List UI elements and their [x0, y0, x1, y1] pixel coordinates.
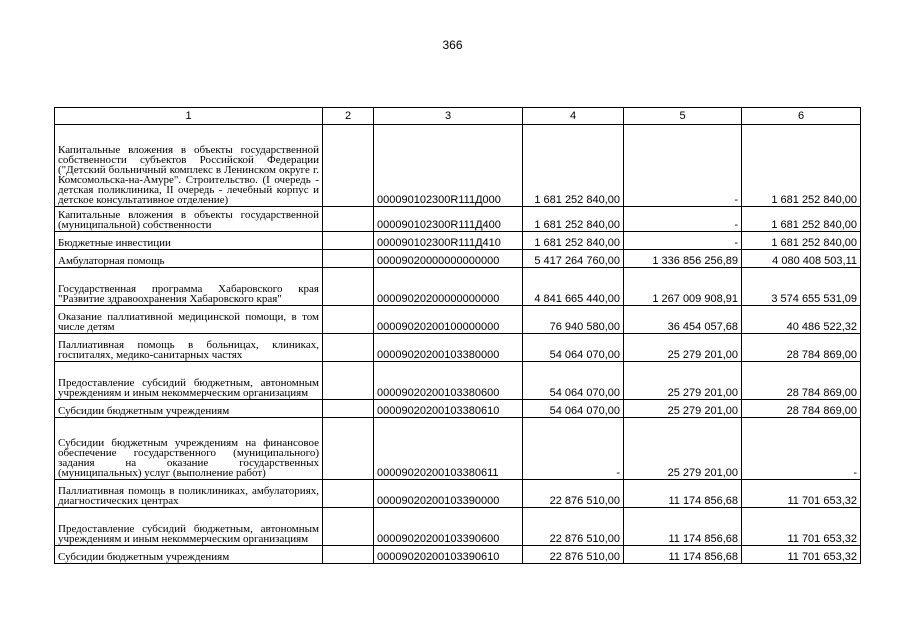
row-value-col4: 54 064 070,00 — [523, 400, 624, 418]
row-col2-cell — [323, 480, 374, 508]
row-value-col6: 28 784 869,00 — [742, 400, 861, 418]
row-name-cell: Субсидии бюджетным учреждениям — [55, 546, 323, 564]
table-row — [55, 362, 861, 400]
column-header-3: 3 — [374, 108, 523, 125]
row-col2-cell — [323, 362, 374, 400]
page-number: 366 — [442, 38, 463, 52]
row-value-col5: 1 336 856 256,89 — [624, 250, 742, 268]
row-value-col5: 36 454 057,68 — [624, 306, 742, 334]
row-value-col5: 11 174 856,68 — [624, 546, 742, 564]
row-code-cell: 00009020200103380610 — [374, 400, 523, 418]
row-value-col6: 1 681 252 840,00 — [742, 125, 861, 207]
row-col2-cell — [323, 207, 374, 232]
row-value-col4: 1 681 252 840,00 — [523, 232, 624, 250]
row-value-col4: 22 876 510,00 — [523, 480, 624, 508]
row-col2-cell — [323, 306, 374, 334]
table-row — [55, 125, 861, 207]
row-name-cell: Паллиативная помощь в поликлиниках, амбулаториях, диагностических центрах — [55, 480, 323, 508]
row-value-col4: 5 417 264 760,00 — [523, 250, 624, 268]
row-value-col6: 40 486 522,32 — [742, 306, 861, 334]
row-value-col4: 54 064 070,00 — [523, 334, 624, 362]
row-value-col4: 4 841 665 440,00 — [523, 268, 624, 306]
table-row — [55, 546, 861, 564]
row-code-cell: 00009020000000000000 — [374, 250, 523, 268]
row-value-col4: 22 876 510,00 — [523, 546, 624, 564]
row-name-cell: Предоставление субсидий бюджетным, автономным учреждениям и иным некоммерческим организациям — [55, 362, 323, 400]
row-name-cell: Субсидии бюджетным учреждениям — [55, 400, 323, 418]
row-value-col4: 76 940 580,00 — [523, 306, 624, 334]
row-code-cell: 00009020200103380000 — [374, 334, 523, 362]
row-value-col5: 25 279 201,00 — [624, 334, 742, 362]
row-value-col5: - — [624, 125, 742, 207]
row-name-cell: Капитальные вложения в объекты государственной (муниципальной) собственности — [55, 207, 323, 232]
row-code-cell: 00009020200103390000 — [374, 480, 523, 508]
row-value-col5: - — [624, 207, 742, 232]
row-name-cell: Предоставление субсидий бюджетным, автономным учреждениям и иным некоммерческим организациям — [55, 508, 323, 546]
row-value-col5: 25 279 201,00 — [624, 362, 742, 400]
row-value-col5: 1 267 009 908,91 — [624, 268, 742, 306]
table-row — [55, 268, 861, 306]
row-col2-cell — [323, 232, 374, 250]
row-code-cell: 00009020200103380600 — [374, 362, 523, 400]
row-code-cell: 000090102300R111Д400 — [374, 207, 523, 232]
table-row — [55, 508, 861, 546]
row-name-cell: Субсидии бюджетным учреждениям на финансовое обеспечение государственного (муниципального) задания на оказание государственных (муниципальных) услуг (выполнение работ) — [55, 418, 323, 480]
row-value-col4: 1 681 252 840,00 — [523, 125, 624, 207]
row-value-col6: 11 701 653,32 — [742, 480, 861, 508]
row-col2-cell — [323, 400, 374, 418]
row-name-cell: Паллиативная помощь в больницах, клиниках, госпиталях, медико-санитарных частях — [55, 334, 323, 362]
row-col2-cell — [323, 546, 374, 564]
row-value-col6: 28 784 869,00 — [742, 362, 861, 400]
row-code-cell: 00009020200103380611 — [374, 418, 523, 480]
row-value-col4: 1 681 252 840,00 — [523, 207, 624, 232]
row-value-col6: 28 784 869,00 — [742, 334, 861, 362]
row-value-col4: 54 064 070,00 — [523, 362, 624, 400]
table-row — [55, 418, 861, 480]
row-col2-cell — [323, 250, 374, 268]
row-value-col6: 3 574 655 531,09 — [742, 268, 861, 306]
column-header-2: 2 — [323, 108, 374, 125]
row-value-col4: - — [523, 418, 624, 480]
row-value-col5: - — [624, 232, 742, 250]
row-name-cell: Оказание паллиативной медицинской помощи, в том числе детям — [55, 306, 323, 334]
row-name-cell: Государственная программа Хабаровского края "Развитие здравоохранения Хабаровского края" — [55, 268, 323, 306]
row-col2-cell — [323, 125, 374, 207]
row-value-col5: 25 279 201,00 — [624, 400, 742, 418]
header-row — [55, 108, 861, 125]
row-code-cell: 00009020200103390610 — [374, 546, 523, 564]
row-value-col6: 1 681 252 840,00 — [742, 207, 861, 232]
table-row — [55, 400, 861, 418]
row-col2-cell — [323, 268, 374, 306]
row-name-cell: Капитальные вложения в объекты государственной собственности субъектов Российской Федерации ("Детский больничный комплекс в Ленинском округе г. Комсомольска-на-Амуре". Строительство. (I очередь - детская поликлиника, II очередь - лечебный корпус и детское консультативное отделение) — [55, 125, 323, 207]
row-value-col5: 11 174 856,68 — [624, 480, 742, 508]
row-value-col5: 25 279 201,00 — [624, 418, 742, 480]
table-row — [55, 232, 861, 250]
row-code-cell: 00009020200103390600 — [374, 508, 523, 546]
row-col2-cell — [323, 334, 374, 362]
row-col2-cell — [323, 418, 374, 480]
row-value-col6: 4 080 408 503,11 — [742, 250, 861, 268]
table-row — [55, 480, 861, 508]
table-row — [55, 207, 861, 232]
row-code-cell: 000090102300R111Д000 — [374, 125, 523, 207]
column-header-5: 5 — [624, 108, 742, 125]
row-code-cell: 00009020200000000000 — [374, 268, 523, 306]
table-row — [55, 250, 861, 268]
row-col2-cell — [323, 508, 374, 546]
column-header-1: 1 — [55, 108, 323, 125]
row-value-col6: 11 701 653,32 — [742, 546, 861, 564]
row-value-col6: 1 681 252 840,00 — [742, 232, 861, 250]
column-header-6: 6 — [742, 108, 861, 125]
budget-table — [54, 107, 861, 564]
column-header-4: 4 — [523, 108, 624, 125]
row-code-cell: 00009020200100000000 — [374, 306, 523, 334]
row-value-col6: 11 701 653,32 — [742, 508, 861, 546]
row-name-cell: Амбулаторная помощь — [55, 250, 323, 268]
row-value-col4: 22 876 510,00 — [523, 508, 624, 546]
row-value-col6: - — [742, 418, 861, 480]
table-row — [55, 306, 861, 334]
row-code-cell: 000090102300R111Д410 — [374, 232, 523, 250]
row-value-col5: 11 174 856,68 — [624, 508, 742, 546]
table-row — [55, 334, 861, 362]
row-name-cell: Бюджетные инвестиции — [55, 232, 323, 250]
